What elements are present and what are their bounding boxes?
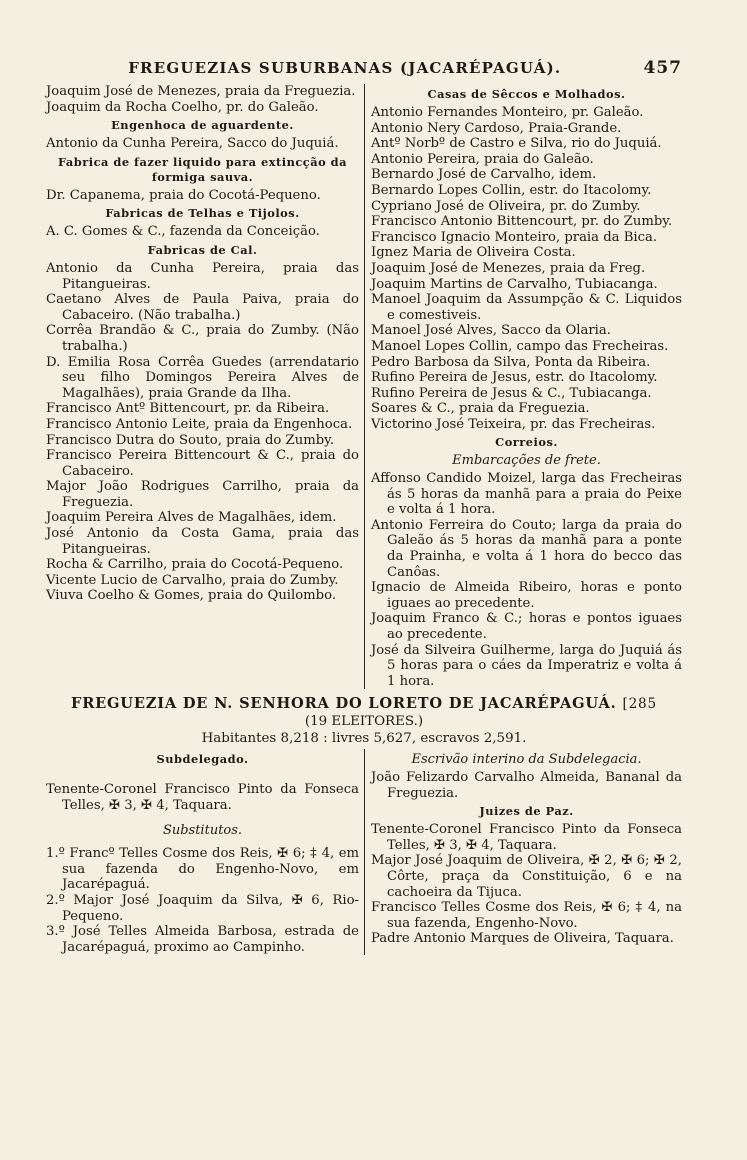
- section-title: [46, 695, 682, 713]
- list-item: Tenente-Coronel Francisco Pinto da Fonseca Telles, ✠ 3, ✠ 4, Taquara.: [371, 822, 682, 853]
- list-item: Pedro Barbosa da Silva, Ponta da Ribeira.: [371, 354, 651, 370]
- list-item: Vicente Lucio de Carvalho, praia do Zumby.: [46, 572, 339, 588]
- list-item: Joaquim Franco & C.; horas e pontos iguaes ao precedente.: [371, 611, 682, 642]
- list-item: Rufino Pereira de Jesus, estr. do Itacolomy.: [371, 370, 658, 386]
- list-item: Antonio Pereira, praia do Galeão.: [371, 151, 594, 167]
- list-item: Joaquim Martins de Carvalho, Tubiacanga.: [371, 276, 658, 292]
- list-item: D. Emilia Rosa Corrêa Guedes (arrendatario seu filho Domingos Pereira Alves de Magalhães), praia Grande da Ilha.: [46, 354, 359, 401]
- electors-count: (19 ELEITORES.): [304, 714, 424, 730]
- list-item: Manoel Joaquim da Assumpção & C. Liquidos e comestiveis.: [371, 292, 682, 323]
- list-item: A. C. Gomes & C., fazenda da Conceição.: [46, 224, 320, 240]
- list-item: Affonso Candido Moizel, larga das Frecheiras ás 5 horas da manhã para a praia do Peixe e volta á 1 hora.: [371, 471, 682, 518]
- lower-columns: [46, 749, 682, 955]
- left-column: [46, 84, 364, 689]
- directory-page: [46, 58, 682, 955]
- list-item: João Felizardo Carvalho Almeida, Bananal da Freguezia.: [371, 769, 682, 801]
- heading-frete: Embarcações de frete.: [452, 453, 601, 469]
- list-item: Major João Rodrigues Carrilho, praia da Freguezia.: [46, 479, 359, 510]
- section-title-text: FREGUEZIA DE N. SENHORA DO LORETO DE JACARÉPAGUÁ.: [71, 695, 617, 713]
- page-number: 457: [643, 58, 682, 78]
- list-item: Cypriano José de Oliveira, pr. do Zumby.: [371, 198, 641, 214]
- list-item: Dr. Capanema, praia do Cocotá-Pequeno.: [46, 187, 321, 203]
- lower-left-column: [46, 749, 364, 955]
- list-item: Francisco Antonio Bittencourt, pr. do Zumby.: [371, 214, 673, 230]
- list-item: Francisco Antonio Leite, praia da Engenhoca.: [46, 416, 353, 432]
- page-title: FREGUEZIAS SUBURBANAS (JACARÉPAGUÁ).: [128, 59, 562, 77]
- list-item: José da Silveira Guilherme, larga do Juquiá ás 5 horas para o cáes da Imperatriz e volta á 1 hora.: [371, 642, 682, 689]
- heading-engenhoca: Engenhoca de aguardente.: [111, 118, 294, 133]
- upper-columns: [46, 84, 682, 689]
- list-item: Antonio da Cunha Pereira, Sacco do Juquiá.: [46, 136, 339, 152]
- heading-substitutos: Substitutos.: [162, 822, 243, 838]
- heading-seccos: Casas de Sêccos e Molhados.: [427, 87, 626, 101]
- list-item: Joaquim da Rocha Coelho, pr. do Galeão.: [46, 99, 319, 115]
- list-item: Francisco Ignacio Monteiro, praia da Bica.: [371, 229, 658, 245]
- list-item: Antonio da Cunha Pereira, praia das Pitangueiras.: [46, 260, 359, 292]
- list-item: Rocha & Carrilho, praia do Cocotá-Pequeno.: [46, 557, 344, 573]
- list-item: Joaquim Pereira Alves de Magalhães, idem.: [46, 510, 337, 526]
- heading-correios: Correios.: [495, 435, 558, 450]
- list-item: Tenente-Coronel Francisco Pinto da Fonseca Telles, ✠ 3, ✠ 4, Taquara.: [46, 782, 359, 813]
- population-line: Habitantes 8,218 : livres 5,627, escravos 2,591.: [201, 731, 527, 747]
- list-item: Major José Joaquim de Oliveira, ✠ 2, ✠ 6; ✠ 2, Côrte, praça da Constituição, 6 e na cachoeira da Tijuca.: [371, 853, 682, 900]
- list-item: 2.º Major José Joaquim da Silva, ✠ 6, Rio-Pequeno.: [46, 892, 359, 924]
- list-item: Viuva Coelho & Gomes, praia do Quilombo.: [46, 588, 337, 604]
- heading-fabrica-liquido: Fabrica de fazer liquido para extincção da formiga sauva.: [57, 154, 348, 184]
- list-item: Manoel Lopes Collin, campo das Frecheiras.: [371, 338, 669, 354]
- list-item: Corrêa Brandão & C., praia do Zumby. (Não trabalha.): [46, 323, 359, 354]
- heading-cal: Fabricas de Cal.: [147, 242, 258, 257]
- list-item: Francisco Antº Bittencourt, pr. da Ribeira.: [46, 401, 330, 417]
- list-item: Caetano Alves de Paula Paiva, praia do Cabaceiro. (Não trabalha.): [46, 292, 359, 323]
- list-item: Joaquim José de Menezes, praia da Freguezia.: [46, 84, 356, 99]
- list-item: Francisco Dutra do Souto, praia do Zumby.: [46, 432, 335, 448]
- list-item: Antonio Fernandes Monteiro, pr. Galeão.: [371, 105, 644, 120]
- list-item: Antº Norbº de Castro e Silva, rio do Juquiá.: [371, 136, 662, 152]
- lower-right-column: [364, 749, 682, 955]
- list-item: Manoel José Alves, Sacco da Olaria.: [371, 323, 611, 339]
- heading-telhas: Fabricas de Telhas e Tijolos.: [105, 206, 300, 221]
- heading-escrivao: Escrivão interino da Subdelegacia.: [411, 752, 642, 768]
- list-item: Antonio Nery Cardoso, Praia-Grande.: [371, 120, 622, 136]
- heading-subdelegado: Subdelegado.: [156, 752, 249, 767]
- list-item: Ignacio de Almeida Ribeiro, horas e ponto iguaes ao precedente.: [371, 580, 682, 611]
- running-head: [46, 58, 682, 84]
- list-item: 1.º Francº Telles Cosme dos Reis, ✠ 6; ‡ 4, em sua fazenda do Engenho-Novo, em Jacarépaguá.: [46, 846, 359, 893]
- heading-juizes: Juizes de Paz.: [479, 804, 574, 819]
- list-item: Antonio Ferreira do Couto; larga da praia do Galeão ás 5 horas da manhã para a ponte da Prainha, e volta á 1 hora do becco das Canôas.: [371, 517, 682, 580]
- list-item: José Antonio da Costa Gama, praia das Pitangueiras.: [46, 526, 359, 557]
- list-item: Soares & C., praia da Freguezia.: [371, 401, 590, 417]
- list-item: Rufino Pereira de Jesus & C., Tubiacanga.: [371, 385, 652, 401]
- list-item: Bernardo José de Carvalho, idem.: [371, 167, 597, 183]
- list-item: Padre Antonio Marques de Oliveira, Taquara.: [371, 931, 674, 947]
- list-item: Francisco Telles Cosme dos Reis, ✠ 6; ‡ 4, na sua fazenda, Engenho-Novo.: [371, 900, 682, 931]
- list-item: Victorino José Teixeira, pr. das Frecheiras.: [371, 416, 656, 432]
- list-item: Joaquim José de Menezes, praia da Freg.: [371, 260, 646, 276]
- list-item: 3.º José Telles Almeida Barbosa, estrada de Jacarépaguá, proximo ao Campinho.: [46, 924, 359, 955]
- list-item: Ignez Maria de Oliveira Costa.: [371, 245, 576, 261]
- list-item: Francisco Pereira Bittencourt & C., praia do Cabaceiro.: [46, 448, 359, 479]
- right-column: [364, 84, 682, 689]
- list-item: Bernardo Lopes Collin, estr. do Itacolomy.: [371, 182, 652, 198]
- section-ref: [285: [622, 696, 657, 713]
